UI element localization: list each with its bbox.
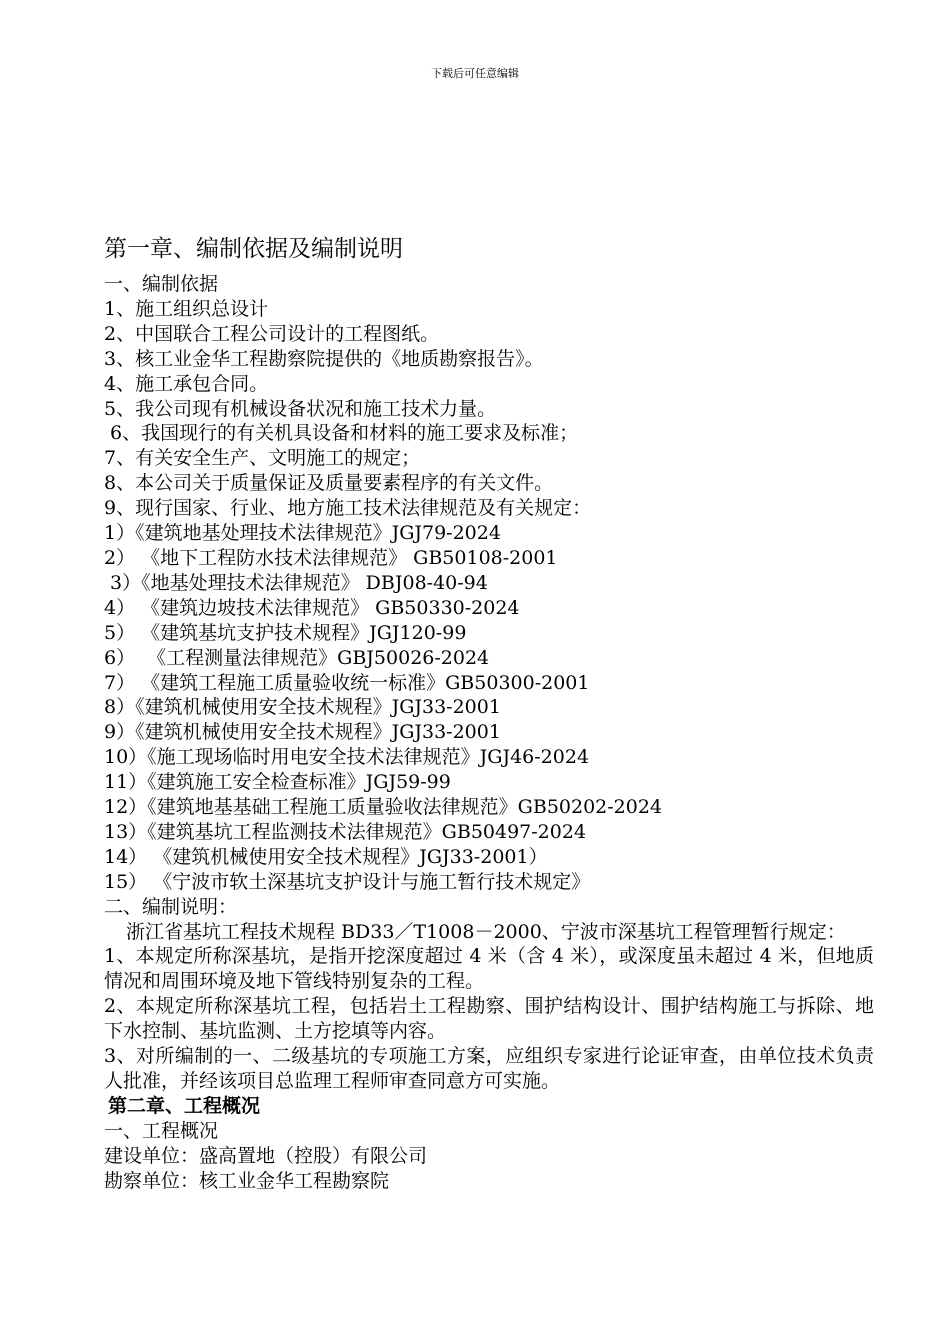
standard-item: 15） 《宁波市软土深基坑支护设计与施工暂行技术规定》 bbox=[104, 870, 591, 893]
standard-item: 7） 《建筑工程施工质量验收统一标准》GB50300-2001 bbox=[104, 671, 590, 694]
document-body bbox=[104, 232, 874, 1194]
basis-item: 4、施工承包合同。 bbox=[104, 372, 269, 395]
standard-item: 6） 《工程测量法律规范》GBJ50026-2024 bbox=[104, 646, 490, 669]
standard-item: 9）《建筑机械使用安全技术规程》JGJ33-2001 bbox=[104, 721, 501, 744]
standard-item: 5） 《建筑基坑支护技术规程》JGJ120-99 bbox=[104, 621, 467, 644]
basis-item: 3、核工业金华工程勘察院提供的《地质勘察报告》。 bbox=[104, 347, 544, 370]
chapter-1-title: 第一章、编制依据及编制说明 bbox=[104, 236, 403, 262]
explanation-intro: 浙江省基坑工程技术规程 BD33／T1008－2000、宁波市深基坑工程管理暂行规定： bbox=[126, 920, 846, 943]
section-basis-heading: 一、编制依据 bbox=[104, 273, 219, 295]
explanation-item: 2、本规定所称深基坑工程，包括岩土工程勘察、围护结构设计、围护结构施工与拆除、地下水控制、基坑监测、土方挖填等内容。 bbox=[104, 995, 874, 1043]
overview-line: 建设单位：盛高置地（控股）有限公司 bbox=[104, 1144, 428, 1167]
standard-item: 10）《施工现场临时用电安全技术法律规范》JGJ46-2024 bbox=[104, 746, 590, 769]
explanation-item: 1、本规定所称深基坑，是指开挖深度超过 4 米（含 4 米），或深度虽未超过 4 米，但地质情况和周围环境及地下管线特别复杂的工程。 bbox=[104, 945, 874, 993]
basis-item: 8、本公司关于质量保证及质量要素程序的有关文件。 bbox=[104, 472, 554, 495]
standard-item: 11）《建筑施工安全检查标准》JGJ59-99 bbox=[104, 771, 451, 794]
standard-item: 13）《建筑基坑工程监测技术法律规范》GB50497-2024 bbox=[104, 820, 587, 843]
standard-item: 1）《建筑地基处理技术法律规范》JGJ79-2024 bbox=[104, 522, 501, 545]
standard-item: 14） 《建筑机械使用安全技术规程》JGJ33-2001） bbox=[104, 845, 548, 868]
header-note: 下载后可任意编辑 bbox=[431, 67, 519, 80]
standard-item: 3）《地基处理技术法律规范》 DBJ08-40-94 bbox=[104, 571, 488, 594]
explanation-item: 3、对所编制的一、二级基坑的专项施工方案，应组织专家进行论证审查，由单位技术负责人批准，并经该项目总监理工程师审查同意方可实施。 bbox=[104, 1045, 874, 1092]
section-explanation-heading: 二、编制说明： bbox=[104, 895, 238, 918]
section-overview-heading: 一、工程概况 bbox=[104, 1119, 219, 1142]
basis-item: 1、施工组织总设计 bbox=[104, 297, 269, 320]
overview-line: 勘察单位：核工业金华工程勘察院 bbox=[104, 1169, 390, 1192]
standard-item: 4） 《建筑边坡技术法律规范》 GB50330-2024 bbox=[104, 596, 520, 619]
standard-item: 2） 《地下工程防水技术法律规范》 GB50108-2001 bbox=[104, 546, 558, 569]
basis-item: 9、现行国家、行业、地方施工技术法律规范及有关规定： bbox=[104, 497, 592, 520]
standard-item: 12）《建筑地基基础工程施工质量验收法律规范》GB50202-2024 bbox=[104, 796, 663, 819]
chapter-2-title: 第二章、工程概况 bbox=[108, 1094, 261, 1117]
basis-item: 6、我国现行的有关机具设备和材料的施工要求及标准； bbox=[104, 422, 579, 445]
basis-item: 5、我公司现有机械设备状况和施工技术力量。 bbox=[104, 397, 497, 420]
basis-item: 7、有关安全生产、文明施工的规定； bbox=[104, 447, 421, 470]
standard-item: 8）《建筑机械使用安全技术规程》JGJ33-2001 bbox=[104, 696, 501, 719]
basis-item: 2、中国联合工程公司设计的工程图纸。 bbox=[104, 322, 440, 345]
standards-list bbox=[104, 521, 874, 895]
basis-list bbox=[104, 297, 874, 521]
